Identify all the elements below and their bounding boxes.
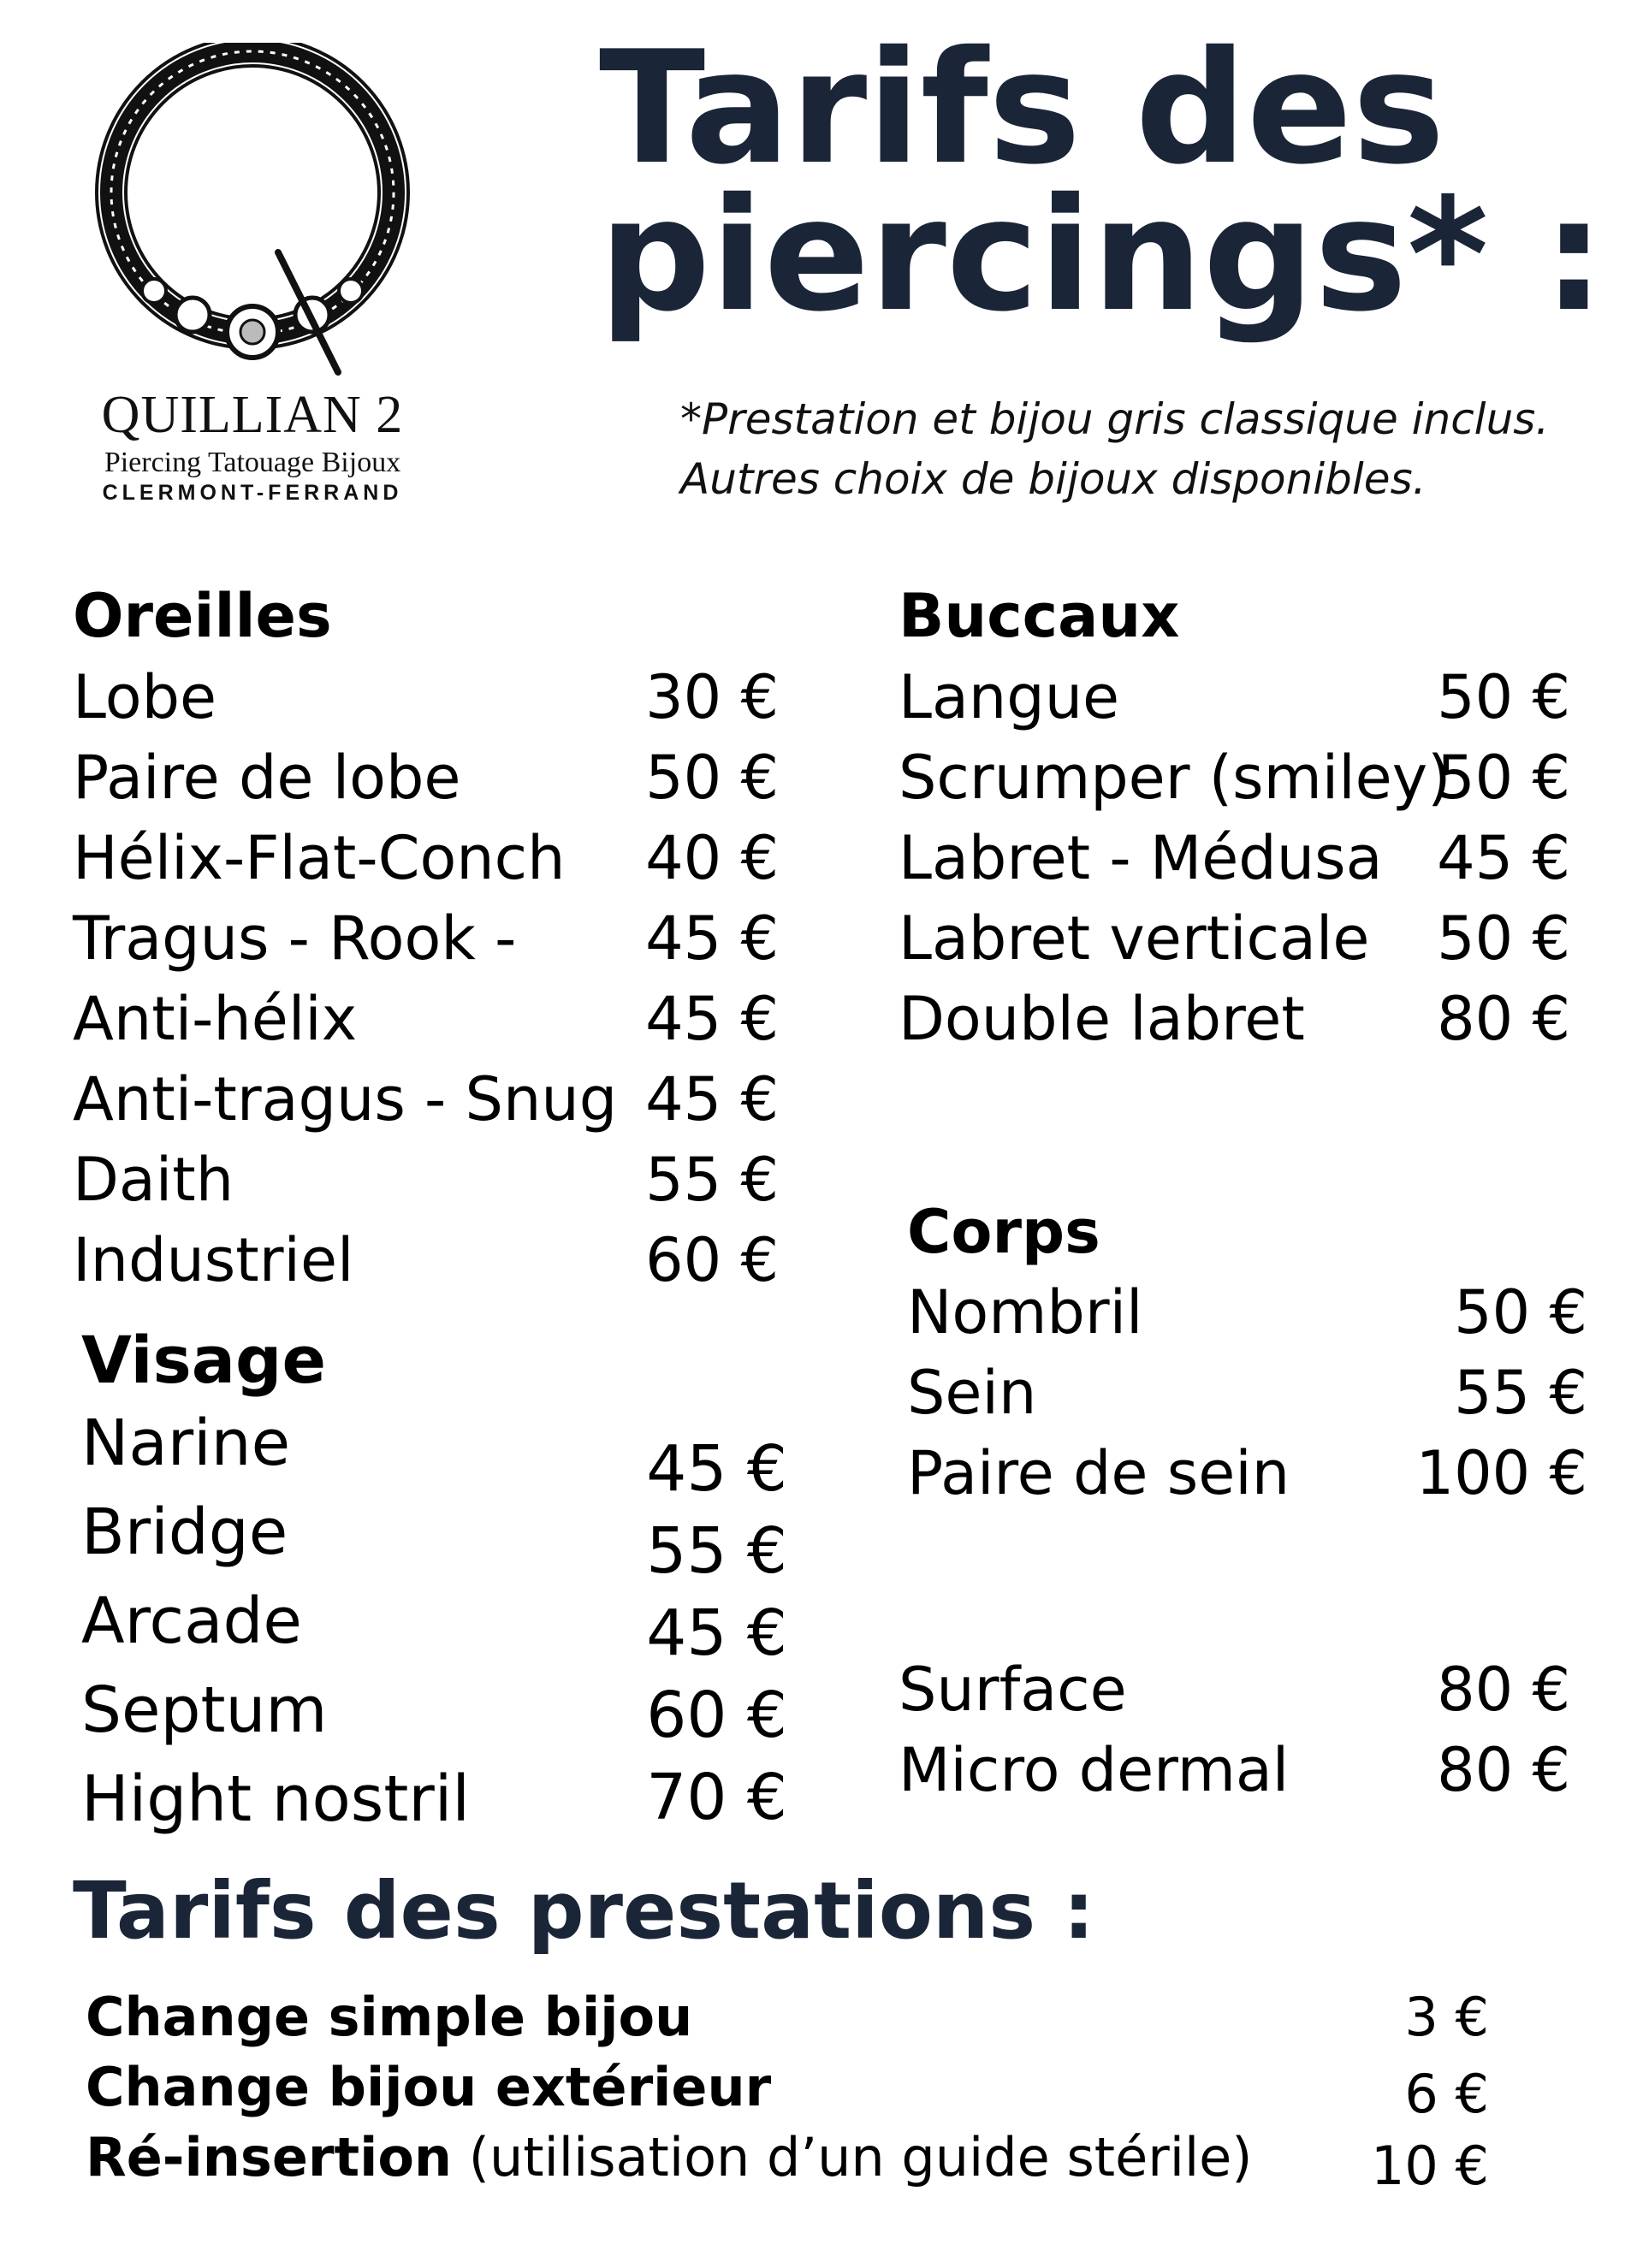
item-price: 45 € bbox=[646, 1432, 787, 1506]
service-name: Change simple bijou bbox=[86, 1986, 693, 2048]
item-label: Scrumper (smiley) bbox=[899, 743, 1451, 813]
item-price: 55 € bbox=[646, 1514, 787, 1588]
item-price: 45 € bbox=[1437, 823, 1570, 893]
logo-city: CLERMONT-FERRAND bbox=[102, 481, 403, 505]
item-price: 50 € bbox=[1437, 903, 1570, 974]
item-price: 30 € bbox=[645, 662, 779, 732]
item-label: Paire de sein bbox=[907, 1438, 1290, 1508]
item-label: Hélix-Flat-Conch bbox=[73, 823, 566, 893]
logo-subtitle: Piercing Tatouage Bijoux bbox=[104, 447, 401, 478]
item-price: 55 € bbox=[1454, 1358, 1587, 1428]
item-price: 60 € bbox=[645, 1225, 779, 1295]
item-price: 45 € bbox=[645, 984, 779, 1054]
price-note bbox=[680, 389, 1622, 509]
item-price: 3 € bbox=[1404, 1986, 1489, 2048]
item-label bbox=[86, 2126, 1253, 2188]
item-label: Arcade bbox=[81, 1584, 302, 1658]
list-item bbox=[86, 2123, 1489, 2197]
item-price: 100 € bbox=[1415, 1438, 1587, 1508]
page-title bbox=[599, 17, 1609, 346]
service-name: Ré-insertion bbox=[86, 2126, 453, 2188]
logo bbox=[73, 43, 432, 522]
item-price: 45 € bbox=[645, 1064, 779, 1134]
item-label: Langue bbox=[899, 662, 1120, 732]
item-label: Labret - Médusa bbox=[899, 823, 1383, 893]
price-note-line1: *Prestation et bijou gris classique inclus. bbox=[680, 394, 1550, 444]
item-label: Daith bbox=[73, 1145, 234, 1215]
section-heading-visage: Visage bbox=[81, 1322, 327, 1398]
item-price: 80 € bbox=[1437, 1735, 1570, 1805]
item-price: 60 € bbox=[646, 1679, 787, 1752]
item-label: Surface bbox=[899, 1655, 1127, 1725]
item-price: 55 € bbox=[645, 1145, 779, 1215]
page-title-line2: piercings* : bbox=[599, 164, 1605, 346]
item-price: 45 € bbox=[645, 903, 779, 974]
item-label: Hight nostril bbox=[81, 1762, 470, 1836]
item-label: Sein bbox=[907, 1358, 1037, 1428]
ring-brooch-icon bbox=[73, 43, 432, 385]
item-price: 50 € bbox=[1437, 743, 1570, 813]
item-label: Anti-tragus - Snug bbox=[73, 1064, 618, 1134]
item-label: Narine bbox=[81, 1406, 291, 1480]
item-price: 45 € bbox=[646, 1596, 787, 1670]
section-heading-corps: Corps bbox=[907, 1197, 1100, 1267]
item-label: Lobe bbox=[73, 662, 217, 732]
logo-title: QUILLIAN 2 bbox=[101, 386, 404, 444]
item-price: 70 € bbox=[646, 1761, 787, 1834]
item-label: Paire de lobe bbox=[73, 743, 461, 813]
item-label: Tragus - Rook - bbox=[73, 903, 517, 974]
item-label: Septum bbox=[81, 1673, 328, 1747]
item-label: Industriel bbox=[73, 1225, 354, 1295]
list-item bbox=[86, 2053, 1489, 2125]
item-price: 10 € bbox=[1370, 2135, 1489, 2197]
item-price: 50 € bbox=[1437, 662, 1570, 732]
item-label: Bridge bbox=[81, 1495, 288, 1569]
section-heading-oreilles: Oreilles bbox=[73, 581, 332, 651]
item-price: 50 € bbox=[645, 743, 779, 813]
item-price: 80 € bbox=[1437, 984, 1570, 1054]
item-price: 6 € bbox=[1404, 2063, 1489, 2125]
item-label bbox=[86, 1986, 692, 2048]
item-label bbox=[86, 2056, 771, 2118]
section-heading-prestations: Tarifs des prestations : bbox=[73, 1865, 1094, 1957]
item-label: Nombril bbox=[907, 1277, 1143, 1347]
item-price: 80 € bbox=[1437, 1655, 1570, 1725]
item-label: Micro dermal bbox=[899, 1735, 1290, 1805]
page-title-line1: Tarifs des bbox=[599, 17, 1445, 198]
service-detail: (utilisation d’un guide stérile) bbox=[452, 2126, 1253, 2188]
price-note-line2: Autres choix de bijoux disponibles. bbox=[680, 454, 1427, 504]
list-item bbox=[86, 1983, 1489, 2052]
item-label: Anti-hélix bbox=[73, 984, 358, 1054]
item-price: 50 € bbox=[1454, 1277, 1587, 1347]
item-label: Labret verticale bbox=[899, 903, 1370, 974]
item-label: Double labret bbox=[899, 984, 1305, 1054]
section-heading-buccaux: Buccaux bbox=[899, 581, 1180, 651]
service-name: Change bijou extérieur bbox=[86, 2056, 772, 2118]
item-price: 40 € bbox=[645, 823, 779, 893]
